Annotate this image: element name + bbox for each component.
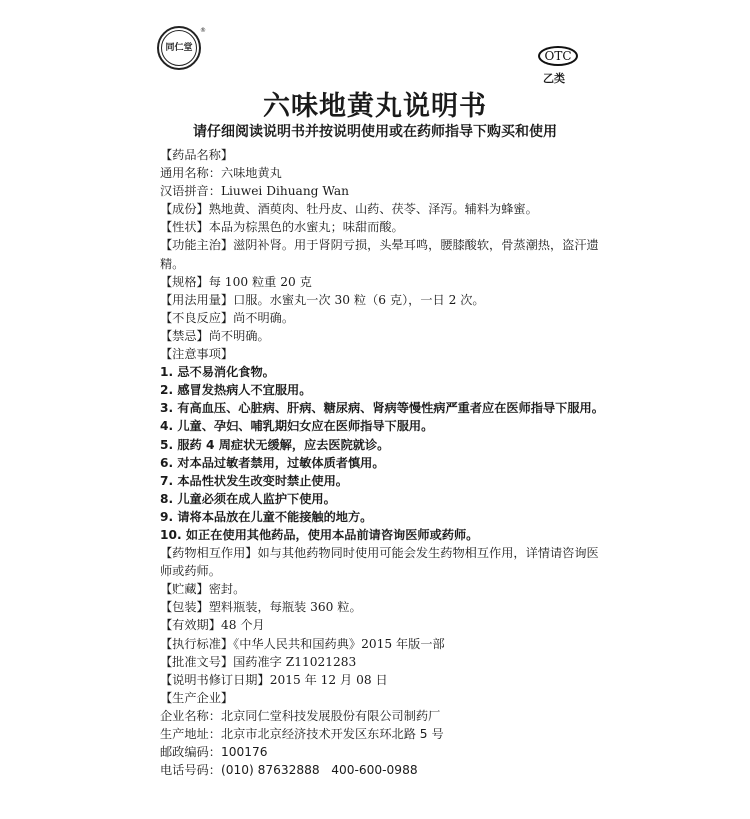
otc-class-label: 乙类: [543, 72, 565, 85]
precaution-item: 7. 本品性状发生改变时禁止使用。: [160, 473, 348, 488]
precaution-item: 9. 请将本品放在儿童不能接触的地方。: [160, 509, 373, 524]
phone-row: [160, 761, 610, 779]
precautions-heading: 【注意事项】: [160, 347, 234, 362]
standard-text: 《中华人民共和国药典》2015 年版一部: [233, 636, 445, 651]
storage-text: 密封。: [208, 582, 246, 597]
standard-row: [160, 635, 610, 653]
description-row: [160, 218, 610, 236]
adverse-reactions-row: [160, 309, 610, 327]
address-label: 生产地址：: [160, 727, 221, 741]
specification-row: [160, 273, 610, 291]
postcode-value: 100176: [220, 745, 268, 760]
ingredients-label: 【成份】: [160, 202, 209, 217]
pinyin-value: Liuwei Dihuang Wan: [220, 184, 349, 199]
brand-logo: [157, 26, 201, 70]
common-name-label: 通用名称：: [160, 166, 221, 181]
registered-mark-icon: ®: [200, 27, 206, 34]
manufacturer-heading: 【生产企业】: [160, 690, 234, 705]
contraindications-row: [160, 327, 610, 345]
postcode-row: [160, 743, 610, 761]
standard-label: 【执行标准】: [160, 636, 234, 651]
approval-row: [160, 653, 610, 671]
drug-name-heading: 【药品名称】: [160, 148, 234, 162]
company-label: 企业名称：: [160, 708, 221, 723]
document-title: 六味地黄丸说明书: [263, 91, 487, 122]
precaution-item: 1. 忌不易消化食物。: [160, 365, 275, 380]
contraindications-text: 尚不明确。: [208, 328, 270, 343]
brand-logo-text: 同仁堂: [161, 30, 197, 66]
description-text: 本品为棕黑色的水蜜丸；味甜而酸。: [208, 220, 404, 235]
pinyin-row: [160, 182, 610, 200]
precaution-item: 6. 对本品过敏者禁用，过敏体质者慎用。: [160, 455, 385, 470]
leaflet-body: [160, 146, 610, 779]
packaging-row: [160, 598, 610, 616]
phone-value: (010) 87632888 400-600-0988: [220, 763, 418, 778]
document-subtitle: 请仔细阅读说明书并按说明使用或在药师指导下购买和使用: [193, 124, 557, 140]
validity-row: [160, 616, 610, 634]
dosage-row: [160, 291, 610, 309]
packaging-text: 塑料瓶装，每瓶装 360 粒。: [208, 600, 362, 615]
address-value: 北京市北京经济技术开发区东环北路 5 号: [220, 727, 444, 741]
contraindications-label: 【禁忌】: [160, 328, 209, 343]
packaging-label: 【包装】: [160, 600, 209, 615]
address-row: [160, 725, 610, 743]
description-label: 【性状】: [160, 220, 209, 235]
precaution-item: 5. 服药 4 周症状无缓解，应去医院就诊。: [160, 437, 390, 452]
adverse-reactions-label: 【不良反应】: [160, 310, 234, 325]
revision-text: 2015 年 12 月 08 日: [269, 672, 388, 687]
precaution-item: 2. 感冒发热病人不宜服用。: [160, 383, 312, 398]
dosage-label: 【用法用量】: [160, 292, 234, 307]
storage-row: [160, 580, 610, 598]
validity-label: 【有效期】: [160, 618, 221, 633]
indications-label: 【功能主治】: [160, 238, 234, 253]
specification-label: 【规格】: [160, 274, 209, 289]
precaution-item: 3. 有高血压、心脏病、肝病、糖尿病、肾病等慢性病严重者应在医师指导下服用。: [160, 401, 604, 416]
storage-label: 【贮藏】: [160, 582, 209, 597]
revision-row: [160, 671, 610, 689]
common-name-value: 六味地黄丸: [220, 166, 282, 181]
validity-text: 48 个月: [220, 618, 265, 633]
approval-text: 国药准字 Z11021283: [233, 654, 357, 669]
otc-badge: [538, 46, 578, 66]
indications-row: [160, 236, 610, 272]
precaution-item: 4. 儿童、孕妇、哺乳期妇女应在医师指导下服用。: [160, 419, 434, 434]
postcode-label: 邮政编码：: [160, 745, 221, 760]
precaution-item: 8. 儿童必须在成人监护下使用。: [160, 491, 336, 506]
company-value: 北京同仁堂科技发展股份有限公司制药厂: [220, 708, 441, 723]
dosage-text: 口服。水蜜丸一次 30 粒（6 克），一日 2 次。: [233, 292, 485, 307]
approval-label: 【批准文号】: [160, 654, 234, 669]
interactions-label: 【药物相互作用】: [160, 546, 258, 561]
revision-label: 【说明书修订日期】: [160, 672, 270, 687]
ingredients-row: [160, 200, 610, 218]
phone-label: 电话号码：: [160, 763, 221, 778]
otc-label: OTC: [540, 48, 576, 64]
specification-text: 每 100 粒重 20 克: [208, 274, 312, 289]
precaution-item: 10. 如正在使用其他药品，使用本品前请咨询医师或药师。: [160, 527, 479, 542]
indications-text: 滋阴补肾。用于肾阴亏损，头晕耳鸣，腰膝酸软，骨蒸潮热，盗汗遗精。: [160, 238, 599, 271]
ingredients-text: 熟地黄、酒萸肉、牡丹皮、山药、茯苓、泽泻。辅料为蜂蜜。: [208, 202, 538, 217]
pinyin-label: 汉语拼音：: [160, 184, 221, 199]
interactions-row: [160, 544, 610, 580]
adverse-reactions-text: 尚不明确。: [233, 310, 295, 325]
common-name-row: [160, 164, 610, 182]
company-row: [160, 707, 610, 725]
interactions-text: 如与其他药物同时使用可能会发生药物相互作用，详情请咨询医师或药师。: [160, 546, 599, 579]
